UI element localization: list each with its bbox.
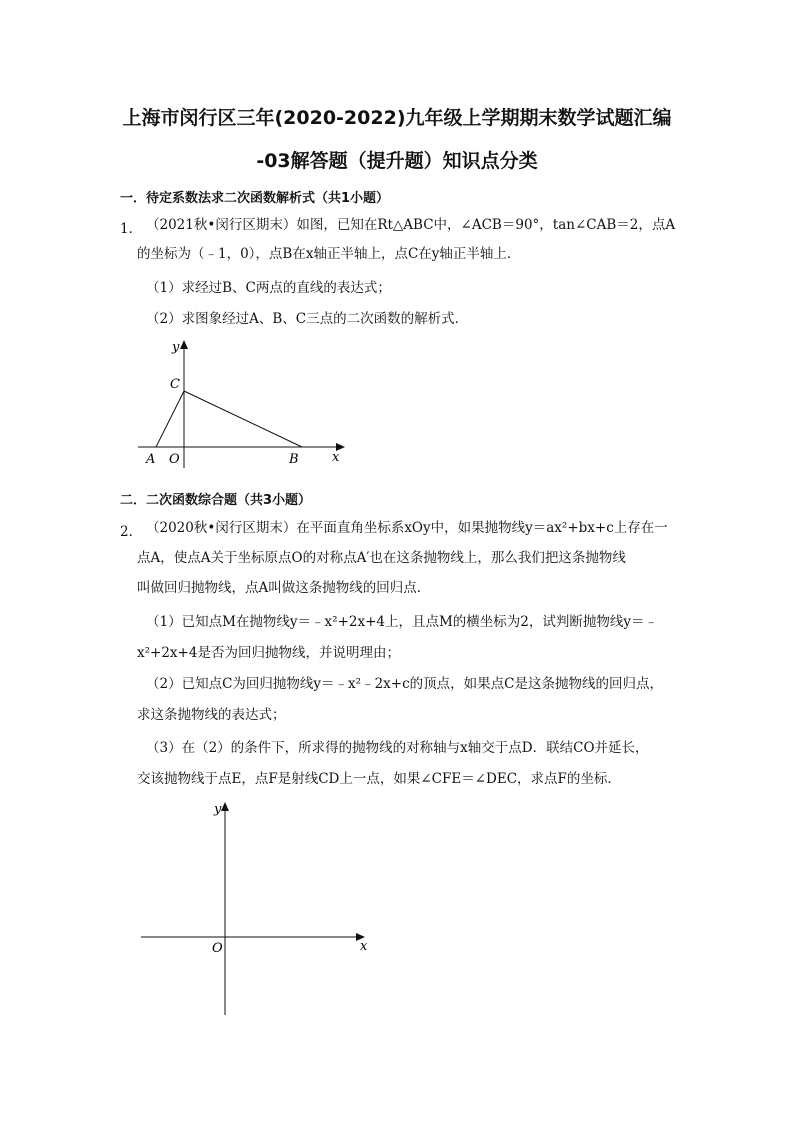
document-title-line1: 上海市闵行区三年(2020-2022)九年级上学期期末数学试题汇编 (122, 107, 672, 129)
q1-segment-ac (156, 391, 184, 447)
q1-label-x: x (332, 450, 340, 465)
q1-part2: （2）求图象经过A、B、C三点的二次函数的解析式． (146, 311, 469, 327)
q1-label-a: A (146, 452, 156, 467)
q2-y-arrow (221, 802, 229, 811)
section2-heading: 二．二次函数综合题（共3小题） (120, 493, 312, 508)
q2-line2: 点A，使点A关于坐标原点O的对称点A′也在这条抛物线上，那么我们把这条抛物线 (137, 550, 626, 566)
q1-part1: （1）求经过B、C两点的直线的表达式； (146, 280, 391, 296)
q1-line2: 的坐标为（﹣1，0），点B在x轴正半轴上，点C在y轴正半轴上． (137, 246, 521, 262)
q1-label-c: C (170, 377, 180, 392)
q2-label-o: O (212, 941, 223, 956)
q1-segment-cb (184, 391, 302, 447)
q1-label-b: B (289, 452, 299, 467)
q1-label-o: O (169, 452, 180, 467)
q1-y-arrow (180, 340, 188, 349)
q1-number: 1． (120, 221, 143, 237)
q1-figure (130, 335, 360, 470)
q2-part1-line1: （1）已知点M在抛物线y＝﹣x²+2x+4上，且点M的横坐标为2，试判断抛物线y＝﹣ (146, 614, 659, 630)
q2-line3: 叫做回归抛物线，点A叫做这条抛物线的回归点． (137, 580, 431, 596)
q2-part2-line2: 求这条抛物线的表达式； (137, 707, 286, 723)
q2-number: 2． (120, 524, 143, 540)
q1-line1: （2021秋•闵行区期末）如图，已知在Rt△ABC中，∠ACB＝90°，tan∠CAB＝2，点A (146, 217, 676, 233)
document-title-line2: -03解答题（提升题）知识点分类 (256, 150, 538, 172)
q2-figure (135, 795, 380, 1020)
q2-part2-line1: （2）已知点C为回归抛物线y＝﹣x²﹣2x+c的顶点，如果点C是这条抛物线的回归点， (146, 676, 663, 692)
q2-part3-line2: 交该抛物线于点E，点F是射线CD上一点，如果∠CFE＝∠DEC，求点F的坐标． (137, 771, 621, 787)
q2-label-y: y (214, 802, 222, 817)
q2-line1: （2020秋•闵行区期末）在平面直角坐标系xOy中，如果抛物线y＝ax²+bx+c上存在一 (146, 520, 668, 536)
q1-label-y: y (172, 340, 180, 355)
section1-heading: 一．待定系数法求二次函数解析式（共1小题） (120, 191, 390, 206)
q2-part1-line2: x²+2x+4是否为回归抛物线，并说明理由； (137, 645, 400, 661)
q2-label-x: x (360, 939, 368, 954)
q2-part3-line1: （3）在（2）的条件下，所求得的抛物线的对称轴与x轴交于点D．联结CO并延长， (146, 740, 649, 756)
